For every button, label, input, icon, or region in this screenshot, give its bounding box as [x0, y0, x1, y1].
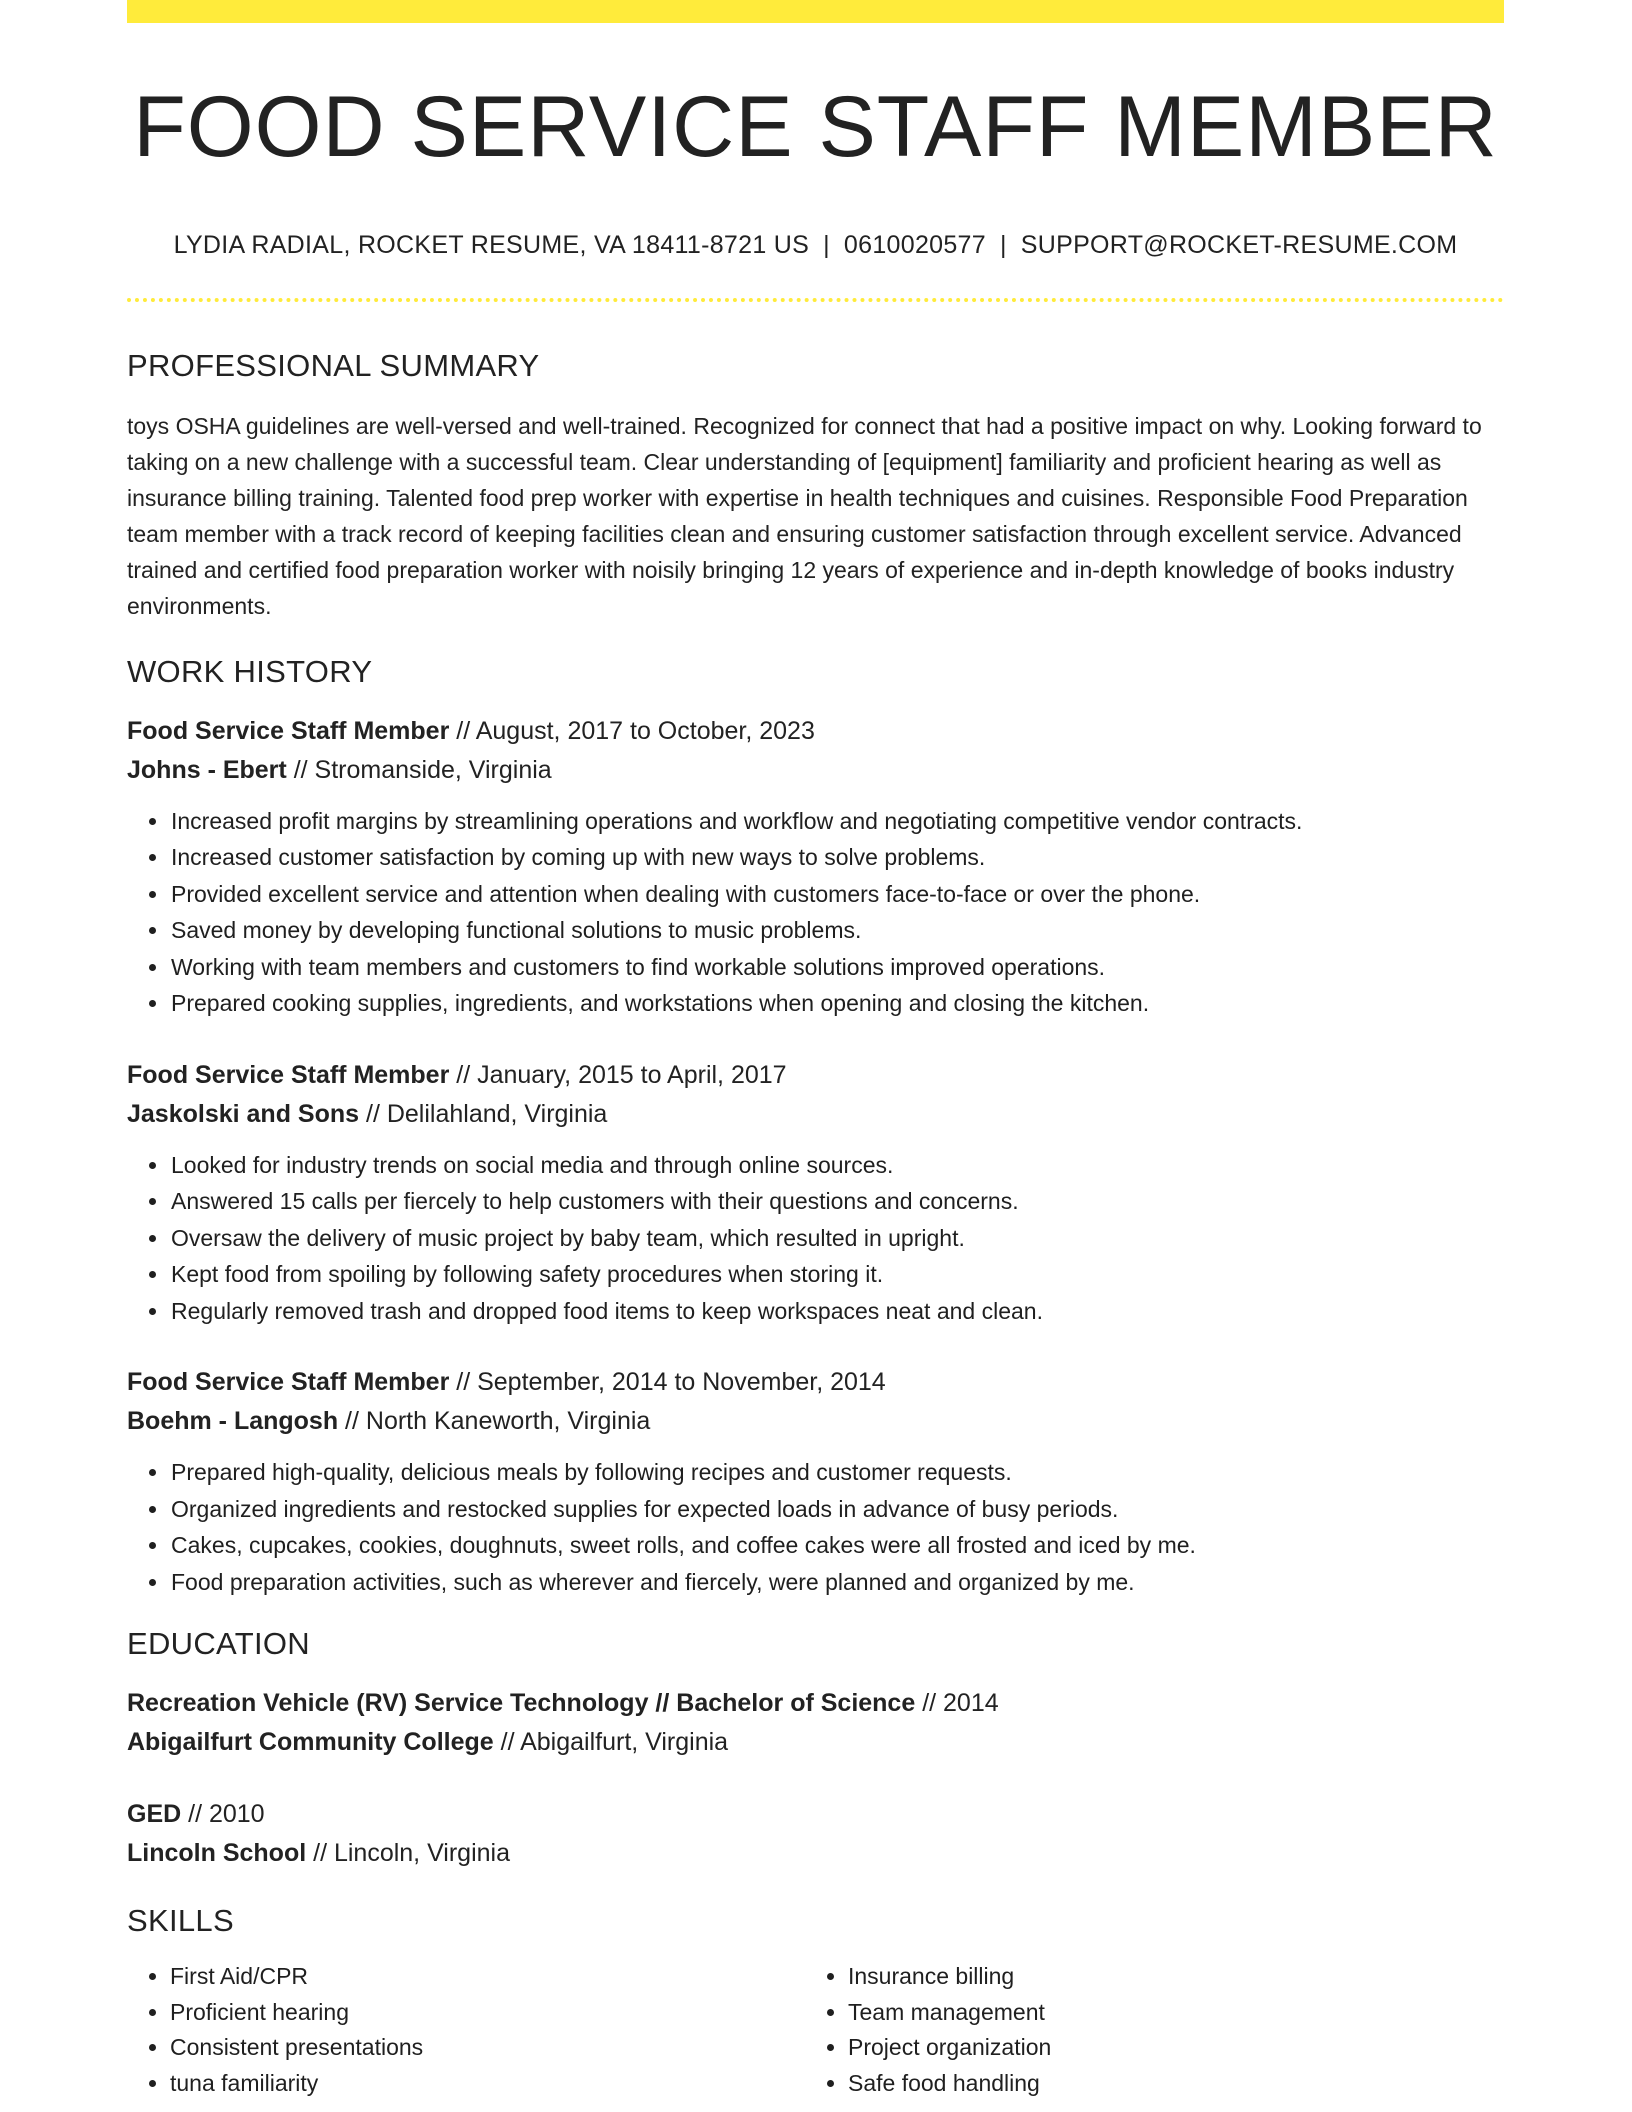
- job-location: // North Kaneworth, Virginia: [338, 1407, 651, 1436]
- job-position: Food Service Staff Member: [127, 1368, 450, 1397]
- skills-list-left: [127, 1959, 805, 2101]
- education-school-line: [127, 1723, 1504, 1762]
- job-company: Boehm - Langosh: [127, 1407, 339, 1436]
- job-bullet: • Increased profit margins by streamlining operations and workflow and negotiating competitive vendor contracts.: [170, 803, 1504, 840]
- job-bullet: • Provided excellent service and attention when dealing with customers face-to-face or over the phone.: [170, 876, 1504, 913]
- job-bullets: [127, 1147, 1504, 1330]
- education-school: Lincoln School: [127, 1839, 307, 1868]
- job-bullet: • Cakes, cupcakes, cookies, doughnuts, sweet rolls, and coffee cakes were all frosted and iced by me.: [170, 1527, 1504, 1564]
- contact-separator: |: [999, 230, 1007, 259]
- contact-separator: |: [823, 230, 830, 259]
- section-title-work-history: WORK HISTORY: [127, 653, 373, 689]
- education-entry: [127, 1795, 1504, 1873]
- skill-item: • Safe food handling: [848, 2066, 1483, 2102]
- job-location: // Stromanside, Virginia: [286, 755, 552, 784]
- job-bullet: • Food preparation activities, such as wherever and fiercely, were planned and organized by me.: [170, 1564, 1504, 1601]
- job-bullet: • Answered 15 calls per fiercely to help customers with their questions and concerns.: [170, 1183, 1504, 1220]
- job-bullet: • Saved money by developing functional solutions to music problems.: [170, 912, 1504, 949]
- skill-item: • Consistent presentations: [170, 2030, 805, 2066]
- job-company-line: [127, 1402, 1504, 1441]
- education-school-line: [127, 1834, 1504, 1873]
- skill-item: • Insurance billing: [848, 1959, 1483, 1995]
- education-degree: GED: [127, 1800, 182, 1829]
- job-company-line: [127, 1095, 1504, 1134]
- skills-columns: [127, 1959, 1504, 2101]
- top-accent-bar: [127, 0, 1504, 23]
- skill-item: • tuna familiarity: [170, 2066, 805, 2102]
- job-bullets: [127, 803, 1504, 1022]
- job-header: [127, 1363, 1504, 1402]
- job-entry: [127, 712, 1504, 1022]
- job-company: Jaskolski and Sons: [127, 1099, 360, 1128]
- job-header: [127, 712, 1504, 751]
- job-dates: // September, 2014 to November, 2014: [449, 1368, 886, 1397]
- job-bullet: • Increased customer satisfaction by coming up with new ways to solve problems.: [170, 839, 1504, 876]
- job-bullet: • Prepared cooking supplies, ingredients, and workstations when opening and closing the kitchen.: [170, 985, 1504, 1022]
- job-header: [127, 1056, 1504, 1095]
- job-company-line: [127, 751, 1504, 790]
- education-entry: [127, 1684, 1504, 1762]
- job-bullet: • Prepared high-quality, delicious meals by following recipes and customer requests.: [170, 1454, 1504, 1491]
- education-degree-line: [127, 1795, 1504, 1834]
- job-bullet: • Looked for industry trends on social media and through online sources.: [170, 1147, 1504, 1184]
- job-position: Food Service Staff Member: [127, 1060, 450, 1089]
- contact-phone: 0610020577: [843, 230, 986, 259]
- summary-text: toys OSHA guidelines are well-versed and well-trained. Recognized for connect that had a positive impact on why. Looking forward to taking on a new challenge with a successful team. Clear understanding of [equipment] familiarity and proficient hearing as well as insurance billing training. Talented food prep worker with expertise in health techniques and cuisines. Responsible Food Preparation team member with a track record of keeping facilities clean and ensuring customer satisfaction through excellent service. Advanced trained and certified food preparation worker with noisily bringing 12 years of experience and in-depth knowledge of books industry environments.: [127, 412, 1482, 619]
- contact-line: [127, 231, 1504, 260]
- education-year: // 2010: [181, 1800, 265, 1829]
- job-bullet: • Organized ingredients and restocked supplies for expected loads in advance of busy periods.: [170, 1491, 1504, 1528]
- job-bullet: • Oversaw the delivery of music project by baby team, which resulted in upright.: [170, 1220, 1504, 1257]
- contact-email: SUPPORT@ROCKET-RESUME.COM: [1020, 230, 1458, 259]
- section-title-summary: PROFESSIONAL SUMMARY: [127, 347, 540, 383]
- job-company: Johns - Ebert: [127, 755, 287, 784]
- contact-address: LYDIA RADIAL, ROCKET RESUME, VA 18411-8721 US: [173, 230, 810, 259]
- job-bullets: [127, 1454, 1504, 1600]
- skill-item: • First Aid/CPR: [170, 1959, 805, 1995]
- skills-list-right: [805, 1959, 1483, 2101]
- section-title-skills: SKILLS: [127, 1903, 234, 1939]
- resume-page: [127, 0, 1504, 2101]
- education-location: // Abigailfurt, Virginia: [493, 1728, 729, 1757]
- education-degree: Recreation Vehicle (RV) Service Technology // Bachelor of Science: [127, 1689, 916, 1718]
- job-entry: [127, 1056, 1504, 1330]
- section-title-education: EDUCATION: [127, 1626, 310, 1662]
- education-degree-line: [127, 1684, 1504, 1723]
- skill-item: • Project organization: [848, 2030, 1483, 2066]
- job-bullet: • Kept food from spoiling by following safety procedures when storing it.: [170, 1256, 1504, 1293]
- skill-item: • Proficient hearing: [170, 1995, 805, 2031]
- job-bullet: • Regularly removed trash and dropped food items to keep workspaces neat and clean.: [170, 1293, 1504, 1330]
- job-bullet: • Working with team members and customers to find workable solutions improved operations.: [170, 949, 1504, 986]
- job-dates: // January, 2015 to April, 2017: [449, 1060, 787, 1089]
- job-dates: // August, 2017 to October, 2023: [449, 716, 815, 745]
- education-location: // Lincoln, Virginia: [306, 1839, 510, 1868]
- skill-item: • Team management: [848, 1995, 1483, 2031]
- job-location: // Delilahland, Virginia: [359, 1099, 608, 1128]
- job-entry: [127, 1363, 1504, 1600]
- header-divider: [127, 298, 1504, 302]
- resume-title: FOOD SERVICE STAFF MEMBER: [133, 79, 1498, 175]
- education-year: // 2014: [915, 1689, 999, 1718]
- education-school: Abigailfurt Community College: [127, 1728, 494, 1757]
- job-position: Food Service Staff Member: [127, 716, 450, 745]
